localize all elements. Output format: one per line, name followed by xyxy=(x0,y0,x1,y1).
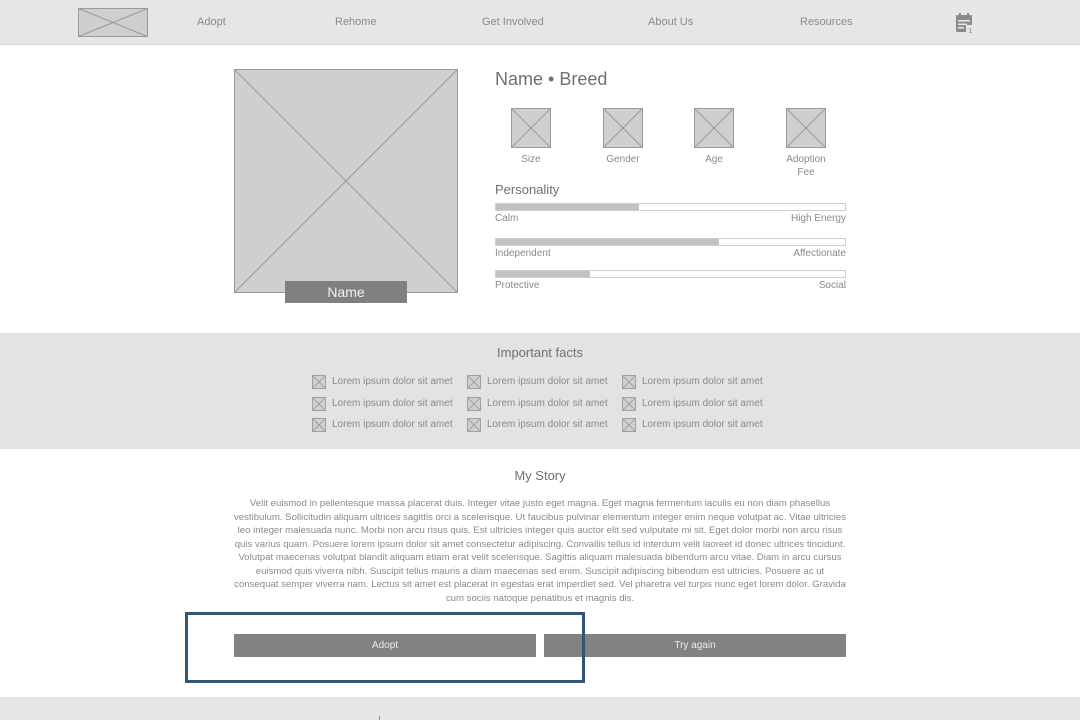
nav-resources[interactable]: Resources xyxy=(800,16,853,28)
nav-about-us[interactable]: About Us xyxy=(648,16,694,28)
attribute-label: Size xyxy=(521,154,541,165)
personality-fill xyxy=(496,271,590,277)
cart-count: 1 xyxy=(968,28,973,34)
fact-placeholder-icon xyxy=(467,418,481,432)
selection-highlight xyxy=(185,612,585,683)
story-text: Velit euismod in pellentesque massa placerat duis. Integer vitae justo eget magna. Eget magna fermentum iaculis eu non diam phasellus vestibulum. Sollicitudin aliquam ultrices sagittis orci a scelerisque. Ut faucibus pulvinar elementum integer enim neque volutpat ac. Vitae ultricies leo integer malesuada nunc. Morbi non arcu risus quis. Est ultricies integer quis auctor elit sed vulputate mi sit. Eget dolor morbi non arcu risus quis varius quam. Posuere lorem ipsum dolor sit amet consectetur adipiscing. Convallis tellus id interdum velit laoreet id donec ultrices tincidunt. Volutpat maecenas volutpat blandit aliquam etiam erat velit scelerisque. Sagittis aliquam malesuada bibendum arcu vitae. Diam in arcu cursus euismod quis viverra nibh. Suscipit tellus mauris a diam maecenas sed enim. Suscipit adipiscing bibendum est ultricies. Posuere ac ut consequat semper viverra nam. Lectus sit amet est placerat in egestas erat imperdiet sed. Vel pharetra vel turpis nunc eget lorem dolor. Gravida cum sociis natoque penatibus et magnis dis. xyxy=(234,498,846,604)
fact-placeholder-icon xyxy=(312,397,326,411)
nav-adopt[interactable]: Adopt xyxy=(197,16,226,28)
adoption-fee-placeholder-icon xyxy=(786,108,826,148)
attribute-age xyxy=(679,108,749,166)
fact-text: Lorem ipsum dolor sit amet xyxy=(642,398,763,409)
fact-placeholder-icon xyxy=(467,375,481,389)
fact-placeholder-icon xyxy=(312,418,326,432)
calendar-list-icon[interactable] xyxy=(955,12,975,34)
footer-divider xyxy=(379,716,380,720)
personality-title: Personality xyxy=(495,182,560,197)
top-navigation-bar xyxy=(0,0,1080,45)
gender-placeholder-icon xyxy=(603,108,643,148)
trait-right-label: Affectionate xyxy=(793,248,846,259)
trait-left-label: Protective xyxy=(495,280,540,291)
pet-name-button[interactable]: Name xyxy=(285,281,407,303)
attribute-gender xyxy=(588,108,658,166)
pet-photo-placeholder-icon xyxy=(234,69,458,293)
fact-text: Lorem ipsum dolor sit amet xyxy=(332,376,453,387)
story-title: My Story xyxy=(514,468,566,483)
logo-image-placeholder-icon[interactable] xyxy=(78,8,148,37)
age-placeholder-icon xyxy=(694,108,734,148)
trait-left-label: Calm xyxy=(495,213,519,224)
personality-fill xyxy=(496,204,639,210)
fact-text: Lorem ipsum dolor sit amet xyxy=(487,398,608,409)
fact-placeholder-icon xyxy=(622,418,636,432)
fact-placeholder-icon xyxy=(467,397,481,411)
trait-left-label: Independent xyxy=(495,248,551,259)
fact-placeholder-icon xyxy=(312,375,326,389)
personality-slider xyxy=(495,203,846,211)
attribute-label: Gender xyxy=(606,154,640,165)
nav-rehome[interactable]: Rehome xyxy=(335,16,377,28)
fact-text: Lorem ipsum dolor sit amet xyxy=(332,398,453,409)
size-placeholder-icon xyxy=(511,108,551,148)
personality-slider xyxy=(495,238,846,246)
fact-text: Lorem ipsum dolor sit amet xyxy=(642,419,763,430)
pet-title: Name • Breed xyxy=(495,69,608,89)
trait-right-label: Social xyxy=(818,280,846,291)
nav-get-involved[interactable]: Get Involved xyxy=(482,16,544,28)
trait-right-label: High Energy xyxy=(790,213,846,224)
fact-text: Lorem ipsum dolor sit amet xyxy=(642,376,763,387)
fact-placeholder-icon xyxy=(622,375,636,389)
fact-text: Lorem ipsum dolor sit amet xyxy=(487,376,608,387)
attribute-label: Adoption Fee xyxy=(786,154,826,178)
facts-title: Important facts xyxy=(497,345,583,360)
attribute-adoption-fee xyxy=(771,108,841,179)
fact-text: Lorem ipsum dolor sit amet xyxy=(487,419,608,430)
personality-fill xyxy=(496,239,719,245)
adopt-button[interactable]: Adopt xyxy=(234,634,536,657)
attribute-size xyxy=(496,108,566,166)
fact-text: Lorem ipsum dolor sit amet xyxy=(332,419,453,430)
attribute-label: Age xyxy=(705,154,723,165)
try-again-button[interactable]: Try again xyxy=(544,634,846,657)
personality-slider xyxy=(495,270,846,278)
fact-placeholder-icon xyxy=(622,397,636,411)
footer xyxy=(0,697,1080,720)
